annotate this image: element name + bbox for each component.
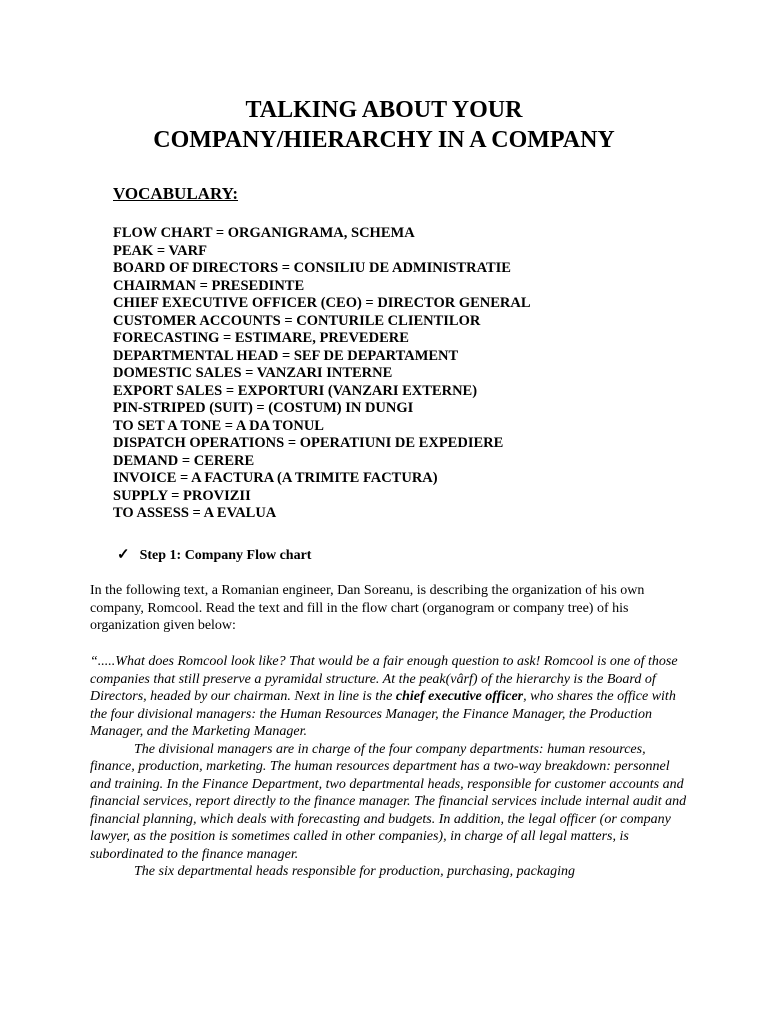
page-title bbox=[0, 95, 768, 155]
vocabulary-item: DISPATCH OPERATIONS = OPERATIUNI DE EXPEDIERE bbox=[113, 435, 504, 451]
step-label: Step 1: Company Flow chart bbox=[139, 548, 312, 563]
vocabulary-item: TO ASSESS = A EVALUA bbox=[113, 505, 277, 521]
vocabulary-item: DOMESTIC SALES = VANZARI INTERNE bbox=[113, 365, 393, 381]
quote-bold-term: chief executive officer bbox=[395, 689, 524, 704]
quote-paragraph-3: The six departmental heads responsible for production, purchasing, packaging bbox=[134, 864, 575, 879]
vocabulary-item: INVOICE = A FACTURA (A TRIMITE FACTURA) bbox=[113, 470, 438, 486]
vocabulary-item: CHIEF EXECUTIVE OFFICER (CEO) = DIRECTOR GENERAL bbox=[113, 295, 531, 311]
step-heading bbox=[117, 545, 311, 564]
vocabulary-item: CUSTOMER ACCOUNTS = CONTURILE CLIENTILOR bbox=[113, 312, 481, 329]
vocabulary-item: FLOW CHART = ORGANIGRAMA, SCHEMA bbox=[113, 225, 415, 241]
quote-text: , who shares the office with the four divisional managers: the Human Resources Manager, the Finance Manager, the Production Manager, and the Marketing Manager. bbox=[90, 689, 676, 739]
quote-paragraph-1 bbox=[90, 653, 690, 741]
vocabulary-item: DEPARTMENTAL HEAD = SEF DE DEPARTAMENT bbox=[113, 347, 459, 364]
quote-text: “.....What does Romcool look like? That would be a fair enough question to ask! Romcool is one of those companies that still preserve a pyramidal structure. At the peak(vârf) of the hierarchy is the Board of Directors, headed by our chairman. Next in line is the bbox=[90, 654, 678, 704]
checkmark-icon: ✓ bbox=[117, 547, 130, 563]
vocabulary-item: CHAIRMAN = PRESEDINTE bbox=[113, 277, 305, 294]
vocabulary-item: EXPORT SALES = EXPORTURI (VANZARI EXTERNE) bbox=[113, 382, 478, 399]
vocabulary-list bbox=[113, 225, 531, 523]
vocabulary-heading: VOCABULARY: bbox=[113, 184, 239, 203]
vocabulary-item: BOARD OF DIRECTORS = CONSILIU DE ADMINISTRATIE bbox=[113, 260, 511, 276]
vocabulary-item: TO SET A TONE = A DA TONUL bbox=[113, 417, 324, 434]
quoted-text bbox=[90, 653, 690, 881]
vocabulary-item: PEAK = VARF bbox=[113, 242, 207, 259]
vocabulary-item: SUPPLY = PROVIZII bbox=[113, 487, 251, 504]
quote-paragraph-2: The divisional managers are in charge of the four company departments: human resources, finance, production, marketing. The human resources department has a two-way breakdown: personnel and training. In the Finance Department, two departmental heads, responsible for customer accounts and financial services, report directly to the finance manager. The financial services include internal audit and financial planning, which deals with forecasting and budgets. In addition, the legal officer (or company lawyer, as the position is sometimes called in other companies), in charge of all legal matters, is subordinated to the finance manager. bbox=[90, 741, 687, 862]
vocabulary-item: PIN-STRIPED (SUIT) = (COSTUM) IN DUNGI bbox=[113, 400, 414, 416]
vocabulary-item: FORECASTING = ESTIMARE, PREVEDERE bbox=[113, 330, 409, 346]
title-line-2: COMPANY/HIERARCHY IN A COMPANY bbox=[153, 127, 615, 153]
intro-paragraph: In the following text, a Romanian engineer, Dan Soreanu, is describing the organization of his own company, Romcool. Read the text and fill in the flow chart (organogram or company tree) of his organization given below: bbox=[90, 583, 645, 633]
title-line-1: TALKING ABOUT YOUR bbox=[245, 97, 523, 123]
vocabulary-item: DEMAND = CERERE bbox=[113, 452, 255, 469]
